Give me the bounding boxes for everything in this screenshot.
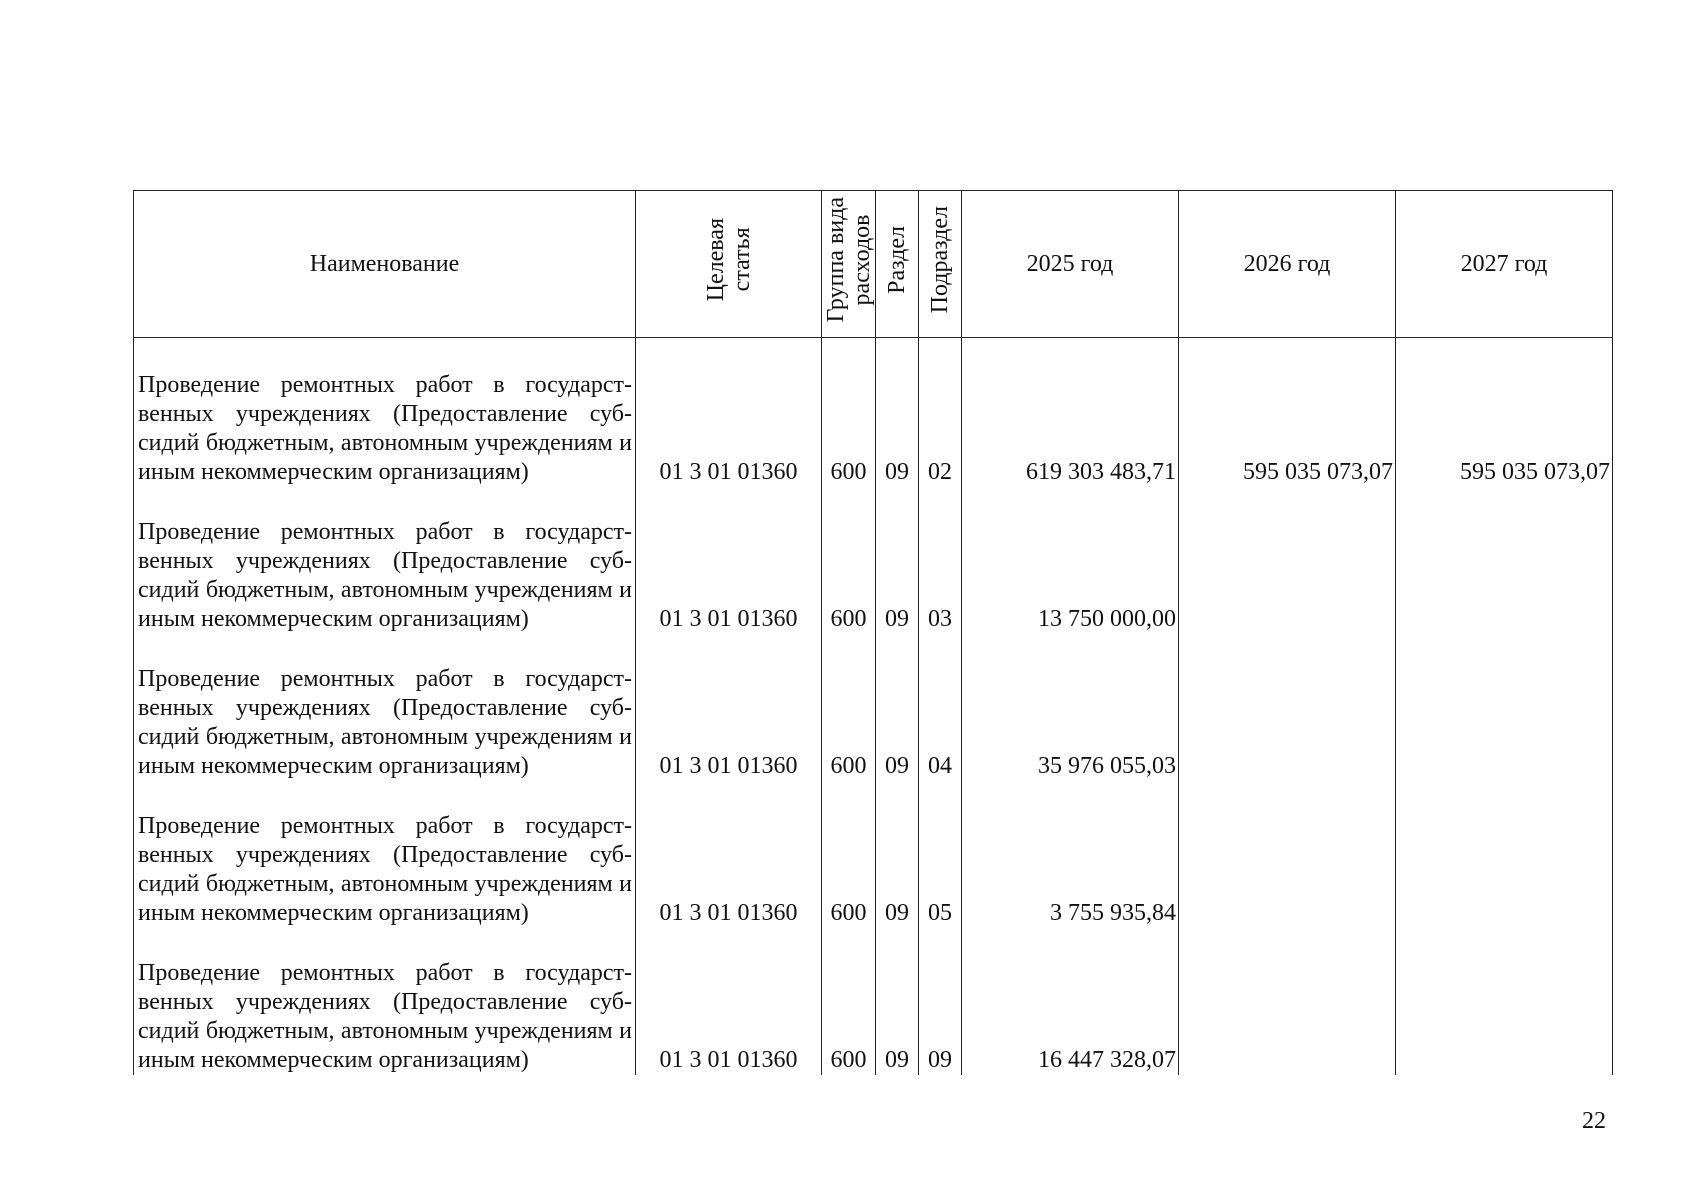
row-name: Проведение ремонтных работ в государственных учреждениях (Предоставление субсидий бюджетным, автономным учреждениям и иным некоммерческим организациям)	[134, 781, 636, 928]
budget-table	[133, 190, 1613, 1075]
row-2027	[1396, 487, 1613, 634]
row-target-article: 01 3 01 01360	[636, 634, 822, 781]
row-2026	[1179, 781, 1396, 928]
row-target-article: 01 3 01 01360	[636, 781, 822, 928]
row-2026: 595 035 073,07	[1179, 338, 1396, 488]
header-2027: 2027 год	[1396, 191, 1613, 338]
row-2025: 35 976 055,03	[962, 634, 1179, 781]
row-2026	[1179, 634, 1396, 781]
table-row	[134, 928, 1613, 1075]
header-expense-group: Группа вида расходов	[822, 191, 876, 338]
row-target-article: 01 3 01 01360	[636, 928, 822, 1075]
row-expense-group: 600	[822, 634, 876, 781]
row-target-article: 01 3 01 01360	[636, 487, 822, 634]
row-subsection: 02	[919, 338, 962, 488]
row-section: 09	[876, 634, 919, 781]
row-2027: 595 035 073,07	[1396, 338, 1613, 488]
row-2027	[1396, 781, 1613, 928]
row-2027	[1396, 634, 1613, 781]
row-section: 09	[876, 781, 919, 928]
header-subsection: Подраздел	[919, 191, 962, 338]
header-target-article: Целевая статья	[636, 191, 822, 338]
row-subsection: 09	[919, 928, 962, 1075]
row-expense-group: 600	[822, 487, 876, 634]
row-subsection: 05	[919, 781, 962, 928]
row-name: Проведение ремонтных работ в государственных учреждениях (Предоставление субсидий бюджетным, автономным учреждениям и иным некоммерческим организациям)	[134, 338, 636, 488]
table-row	[134, 338, 1613, 488]
row-2027	[1396, 928, 1613, 1075]
header-name: Наименование	[134, 191, 636, 338]
row-expense-group: 600	[822, 928, 876, 1075]
row-2025: 619 303 483,71	[962, 338, 1179, 488]
table-row	[134, 781, 1613, 928]
row-2025: 3 755 935,84	[962, 781, 1179, 928]
row-section: 09	[876, 487, 919, 634]
row-name: Проведение ремонтных работ в государственных учреждениях (Предоставление субсидий бюджетным, автономным учреждениям и иным некоммерческим организациям)	[134, 634, 636, 781]
table-row	[134, 487, 1613, 634]
row-2026	[1179, 487, 1396, 634]
header-2026: 2026 год	[1179, 191, 1396, 338]
row-expense-group: 600	[822, 781, 876, 928]
row-subsection: 04	[919, 634, 962, 781]
row-2025: 13 750 000,00	[962, 487, 1179, 634]
page-number: 22	[1582, 1108, 1606, 1134]
row-target-article: 01 3 01 01360	[636, 338, 822, 488]
row-name: Проведение ремонтных работ в государственных учреждениях (Предоставление субсидий бюджетным, автономным учреждениям и иным некоммерческим организациям)	[134, 487, 636, 634]
row-section: 09	[876, 338, 919, 488]
row-2025: 16 447 328,07	[962, 928, 1179, 1075]
header-section: Раздел	[876, 191, 919, 338]
row-2026	[1179, 928, 1396, 1075]
table-row	[134, 634, 1613, 781]
table-header-row	[134, 191, 1613, 338]
row-expense-group: 600	[822, 338, 876, 488]
row-section: 09	[876, 928, 919, 1075]
row-name: Проведение ремонтных работ в государственных учреждениях (Предоставление субсидий бюджетным, автономным учреждениям и иным некоммерческим организациям)	[134, 928, 636, 1075]
row-subsection: 03	[919, 487, 962, 634]
header-2025: 2025 год	[962, 191, 1179, 338]
